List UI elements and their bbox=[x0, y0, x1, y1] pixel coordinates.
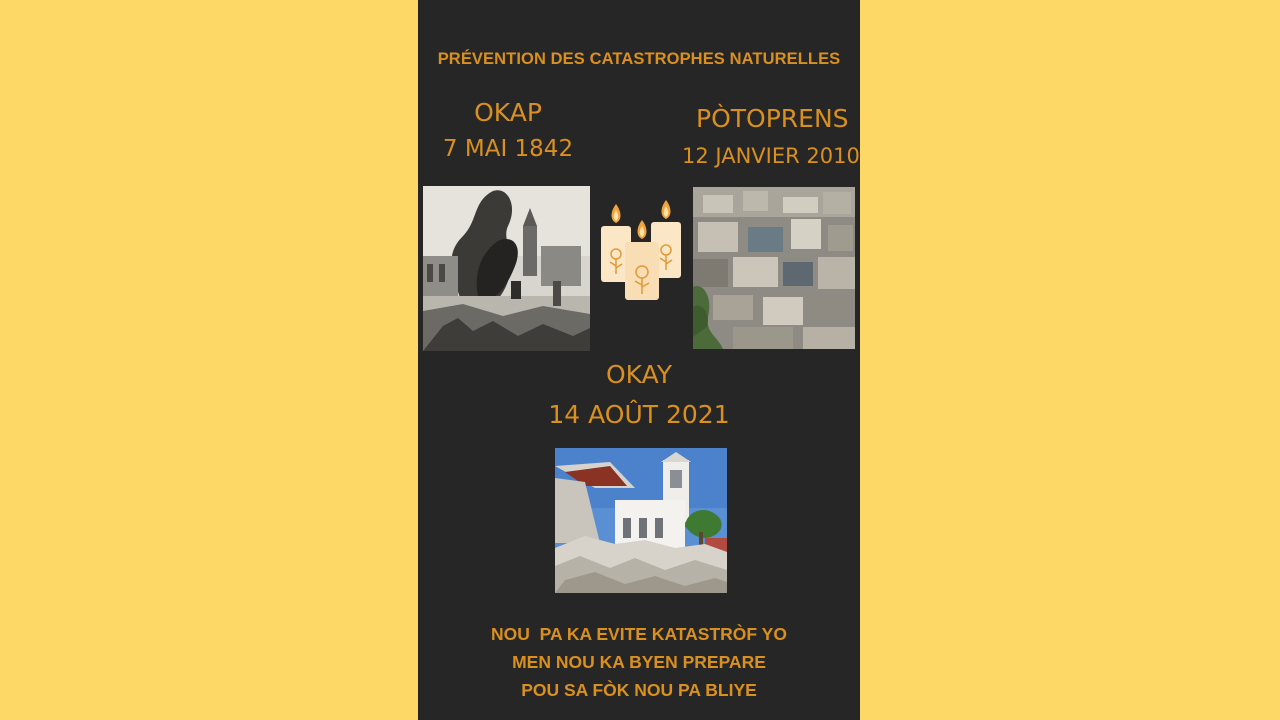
poster-footer bbox=[418, 620, 860, 704]
potoprens-date-label: 12 JANVIER 2010 bbox=[682, 144, 860, 168]
potoprens-place-label: PÒTOPRENS bbox=[696, 104, 849, 133]
okay-place-label: OKAY bbox=[605, 360, 673, 389]
poster-heading: PRÉVENTION DES CATASTROPHES NATURELLES bbox=[437, 50, 841, 68]
okap-engraving-image bbox=[423, 186, 590, 351]
okap-engraving-art bbox=[423, 186, 590, 351]
okay-date-label: 14 AOÛT 2021 bbox=[548, 400, 730, 429]
potoprens-rubble-art bbox=[693, 187, 855, 349]
okay-church-ruins-art bbox=[555, 448, 727, 593]
footer-line-1: NOU PA KA EVITE KATASTRÒF YO bbox=[491, 624, 787, 644]
okay-church-image bbox=[555, 448, 727, 593]
memorial-poster bbox=[418, 0, 860, 720]
candles-icon bbox=[596, 196, 686, 306]
footer-line-2: MEN NOU KA BYEN PREPARE bbox=[512, 652, 766, 672]
okap-date-label: 7 MAI 1842 bbox=[442, 136, 574, 162]
footer-line-3: POU SA FÒK NOU PA BLIYE bbox=[521, 680, 757, 700]
okap-place-label: OKAP bbox=[474, 98, 542, 127]
potoprens-photo-image bbox=[693, 187, 855, 349]
